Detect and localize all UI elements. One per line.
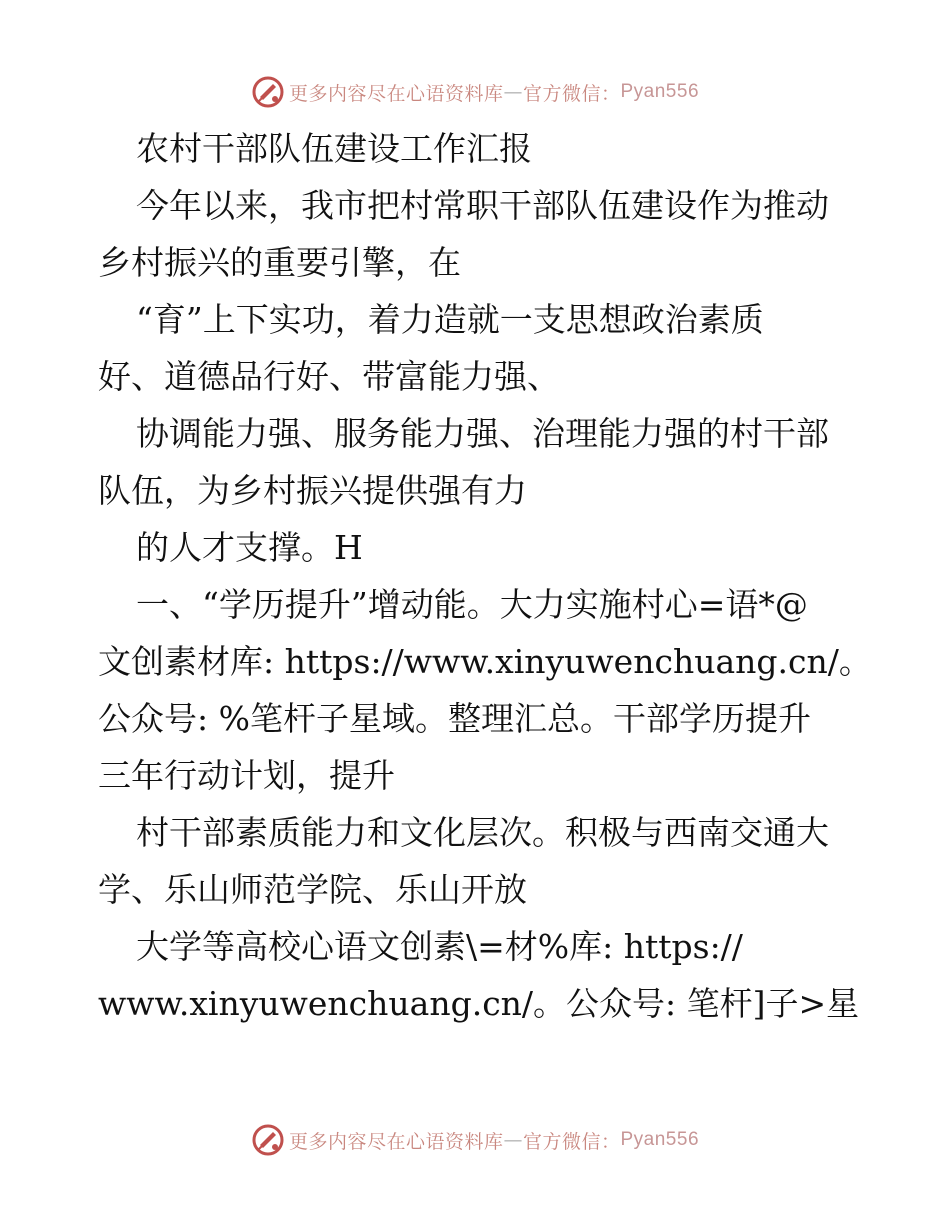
document-title: 农村干部队伍建设工作汇报 <box>136 129 532 168</box>
banner-separator: — <box>503 81 523 103</box>
paragraph-line: 三年行动计划，提升 <box>98 756 395 795</box>
paragraph-line: 文创素材库: https://www.xinyuwenchuang.cn/。 <box>98 642 872 681</box>
paragraph-line: www.xinyuwenchuang.cn/。公众号: 笔杆]子>星 <box>98 984 860 1023</box>
paragraph-line: “育”上下实功，着力造就一支思想政治素质 <box>136 300 764 339</box>
paragraph-line: 今年以来，我市把村常职干部队伍建设作为推动 <box>136 186 829 225</box>
paragraph-line: 乡村振兴的重要引擎，在 <box>98 243 461 282</box>
paragraph-line: 村干部素质能力和文化层次。积极与西南交通大 <box>136 813 829 852</box>
banner-separator: — <box>503 1129 523 1151</box>
banner-main-text: 更多内容尽在心语资料库 <box>288 1130 504 1153</box>
banner-official-label: 官方微信： <box>522 82 621 105</box>
banner-official-label: 官方微信： <box>522 1130 621 1153</box>
section-heading-line: 一、“学历提升”增动能。大力实施村心=语*@ <box>136 585 808 624</box>
banner-wechat-id: Pyan556 <box>620 81 700 102</box>
brand-logo-icon <box>251 75 285 109</box>
paragraph-line: 好、道德品行好、带富能力强、 <box>98 357 560 396</box>
paragraph-line: 的人才支撑。H <box>136 528 363 567</box>
paragraph-line: 协调能力强、服务能力强、治理能力强的村干部 <box>136 414 829 453</box>
header-watermark-banner <box>0 72 950 112</box>
banner-wechat-id: Pyan556 <box>620 1129 700 1150</box>
paragraph-line: 大学等高校心语文创素\=材%库: https:// <box>136 927 743 966</box>
paragraph-line: 公众号: %笔杆子星域。整理汇总。干部学历提升 <box>98 699 811 738</box>
paragraph-line: 学、乐山师范学院、乐山开放 <box>98 870 527 909</box>
brand-logo-icon <box>251 1123 285 1157</box>
paragraph-line: 队伍，为乡村振兴提供强有力 <box>98 471 527 510</box>
banner-main-text: 更多内容尽在心语资料库 <box>288 82 504 105</box>
document-body <box>98 120 872 1032</box>
footer-watermark-banner <box>0 1120 950 1160</box>
